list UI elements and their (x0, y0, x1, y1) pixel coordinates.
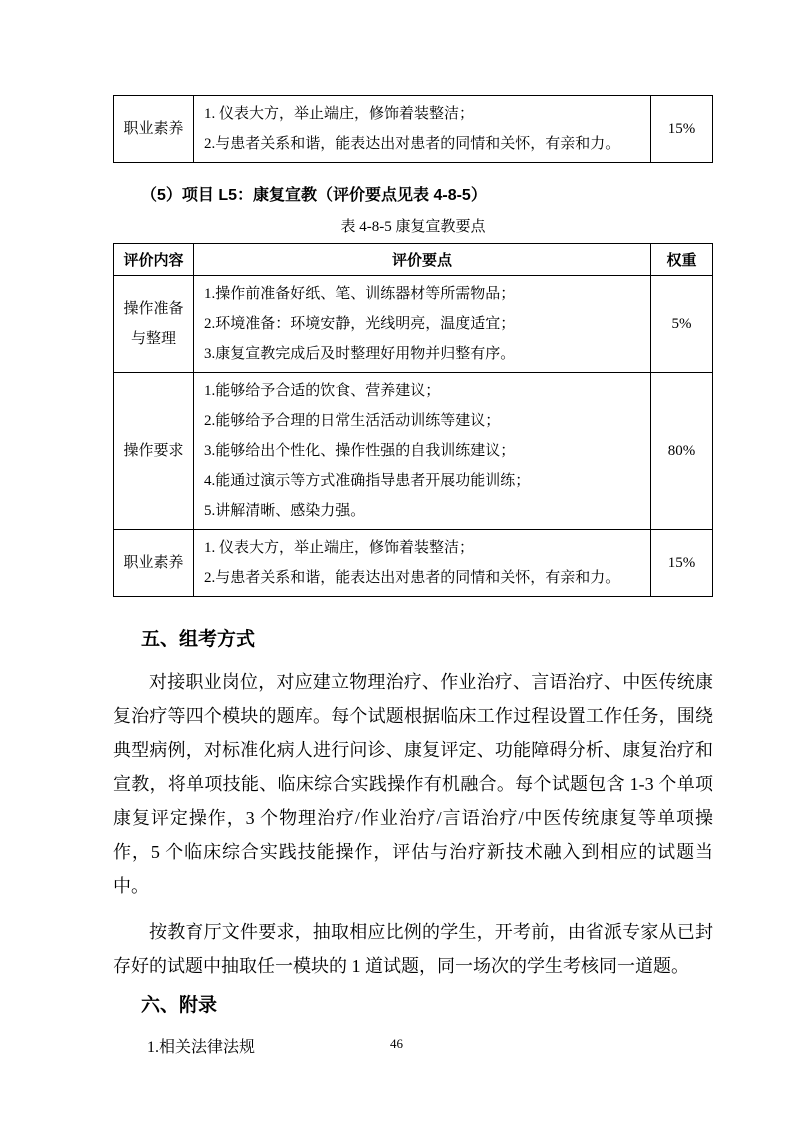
category-cell (114, 373, 194, 530)
header-points: 评价要点 (194, 244, 651, 276)
page-number: 46 (390, 1036, 403, 1051)
continued-evaluation-table (113, 95, 713, 163)
weight-cell: 80% (651, 373, 713, 530)
paragraph: 对接职业岗位，对应建立物理治疗、作业治疗、言语治疗、中医传统康复治疗等四个模块的题库。每个试题根据临床工作过程设置工作任务，围绕典型病例，对标准化病人进行问诊、康复评定、功能障碍分析、康复治疗和宣教，将单项技能、临床综合实践操作有机融合。每个试题包含 1-3 个单项康复评定操作，3 个物理治疗/作业治疗/言语治疗/中医传统康复等单项操作，5 个临床综合实践技能操作，评估与治疗新技术融入到相应的试题当中。 (113, 672, 713, 896)
section-5-heading: 五、组考方式 (141, 629, 256, 650)
point-line: 1. 仪表大方，举止端庄，修饰着装整洁； (204, 106, 475, 122)
category-cell (114, 276, 194, 373)
table-caption: 表 4-8-5 康复宣教要点 (340, 219, 486, 235)
page-content (113, 95, 713, 1059)
point-line: 2.能够给予合理的日常生活活动训练等建议； (204, 413, 501, 429)
weight-cell: 5% (651, 276, 713, 373)
point-line: 2.与患者关系和谐，能表达出对患者的同情和关怀，有亲和力。 (204, 570, 621, 586)
table-row (114, 530, 713, 597)
category-label: 与整理 (130, 331, 176, 347)
point-line: 1.操作前准备好纸、笔、训练器材等所需物品； (204, 286, 516, 302)
point-line: 2.环境准备：环境安静，光线明亮，温度适宜； (204, 316, 516, 332)
point-line: 1.能够给予合适的饮食、营养建议； (204, 383, 441, 399)
points-cell (194, 373, 651, 530)
item-l5-heading: （5）项目 L5：康复宣教（评价要点见表 4-8-5） (141, 187, 487, 204)
appendix-item: 1.相关法律法规 (147, 1039, 256, 1056)
table-row (114, 96, 713, 163)
table-row (114, 276, 713, 373)
category-cell (114, 530, 194, 597)
point-line: 4.能通过演示等方式准确指导患者开展功能训练； (204, 473, 531, 489)
header-weight: 权重 (651, 244, 713, 276)
weight-cell: 15% (651, 96, 713, 163)
point-line: 5.讲解清晰、感染力强。 (204, 503, 366, 519)
category-label: 操作要求 (123, 443, 184, 459)
point-line: 3.康复宣教完成后及时整理好用物并归整有序。 (204, 346, 516, 362)
category-label: 职业素养 (123, 121, 184, 137)
weight-cell: 15% (651, 530, 713, 597)
point-line: 3.能够给出个性化、操作性强的自我训练建议； (204, 443, 516, 459)
table-header-row (114, 244, 713, 276)
section-6-heading: 六、附录 (141, 995, 218, 1016)
point-line: 2.与患者关系和谐，能表达出对患者的同情和关怀，有亲和力。 (204, 136, 621, 152)
points-cell (194, 530, 651, 597)
header-category: 评价内容 (114, 244, 194, 276)
table-row (114, 373, 713, 530)
evaluation-table-4-8-5 (113, 243, 713, 597)
points-cell (194, 276, 651, 373)
point-line: 1. 仪表大方，举止端庄，修饰着装整洁； (204, 540, 475, 556)
category-label: 职业素养 (123, 555, 184, 571)
category-label: 操作准备 (123, 301, 184, 317)
category-cell (114, 96, 194, 163)
points-cell (194, 96, 651, 163)
paragraph: 按教育厅文件要求，抽取相应比例的学生，开考前，由省派专家从已封存好的试题中抽取任一模块的 1 道试题，同一场次的学生考核同一道题。 (113, 922, 713, 976)
